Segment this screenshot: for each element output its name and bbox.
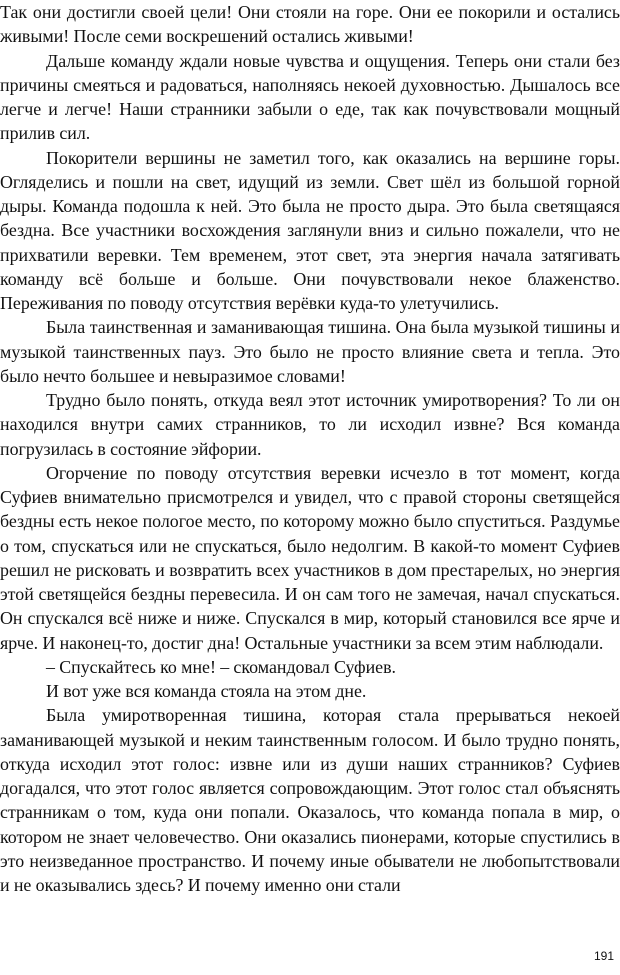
paragraph: Огорчение по поводу отсутствия веревки исчезло в тот момент, когда Суфиев внимательно присмотрелся и увидел, что с правой стороны светящейся бездны есть некое пологое место, по которому можно было спуститься. Раздумье о том, спускаться или не спускаться, было недолгим. В какой-то момент Суфиев решил не рисковать и возвратить всех участников в дом престарелых, но энергия этой светящейся бездны перевесила. И он сам того не замечая, начал спускаться. Он спускался всё ниже и ниже. Спускался в мир, который становился все ярче и ярче. И наконец-то, достиг дна! Остальные участники за всем этим наблюдали.	[0, 462, 620, 653]
paragraph: – Спускайтесь ко мне! – скомандовал Суфиев.	[46, 656, 397, 677]
paragraph: И вот уже вся команда стояла на этом дне.	[46, 681, 367, 701]
paragraph: Дальше команду ждали новые чувства и ощущения. Теперь они стали без причины смеяться и радоваться, наполняясь некоей духовностью. Дышалось все легче и легче! Наши странники забыли о еде, так как почувствовали мощный прилив сил.	[0, 50, 620, 144]
page-number: 191	[593, 949, 614, 963]
paragraph: Была таинственная и заманивающая тишина. Она была музыкой тишины и музыкой таинственных пауз. Это было не просто влияние света и тепла. Это было нечто большее и невыразимое словами!	[0, 317, 620, 386]
paragraph: Так они достигли своей цели! Они стояли на горе. Они ее покорили и остались живыми! После семи воскрешений остались живыми!	[0, 2, 620, 47]
paragraph: Была умиротворенная тишина, которая стала прерываться некоей заманивающей музыкой и неким таинственным голосом. И было трудно понять, откуда исходил этот голос: извне или из души наших странников? Суфиев догадался, что этот голос является сопровождающим. Этот голос стал объяснять странникам о том, куда они попали. Оказалось, что команда попала в мир, о котором не знает человечество. Они оказались пионерами, которые спустились в это неизведанное пространство. И почему иные обыватели не любопытствовали и не оказывались здесь? И почему именно они стали	[0, 705, 620, 895]
paragraph: Трудно было понять, откуда веял этот источник умиротворения? То ли он находился внутри самих странников, то ли исходил извне? Вся команда погрузилась в состояние эйфории.	[0, 390, 620, 459]
paragraph: Покорители вершины не заметил того, как оказались на вершине горы. Огляделись и пошли на свет, идущий из земли. Свет шёл из большой горной дыры. Команда подошла к ней. Это была не просто дыра. Это была светящаяся бездна. Все участники восхождения заглянули вниз и сильно пожалели, что не прихватили веревки. Тем временем, этот свет, эта энергия начала затягивать команду всё больше и больше. Они почувствовали некое блаженство. Переживания по поводу отсутствия верёвки куда-то улетучились.	[0, 147, 620, 313]
